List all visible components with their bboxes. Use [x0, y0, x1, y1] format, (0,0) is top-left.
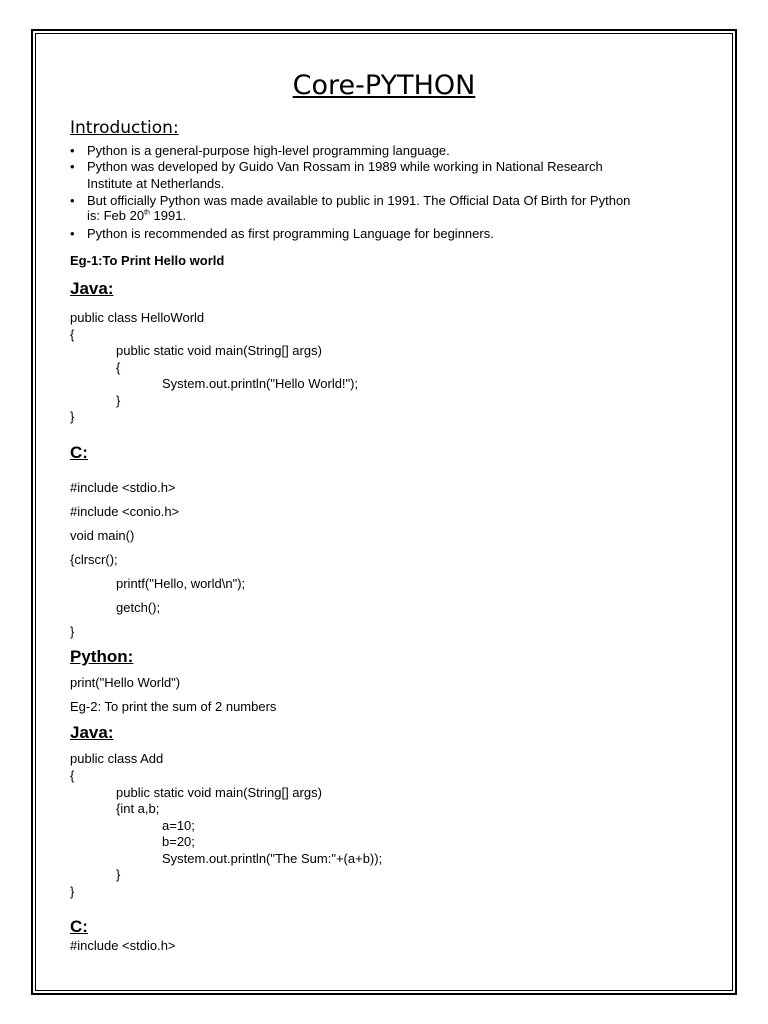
- code-line: System.out.println("The Sum:"+(a+b));: [162, 851, 383, 866]
- code-line: #include <conio.h>: [70, 504, 180, 519]
- bullet-dot-icon: •: [70, 193, 75, 208]
- code-line: {: [70, 327, 75, 342]
- introduction-heading: Introduction:: [70, 118, 179, 138]
- code-line: }: [70, 624, 75, 639]
- code-line: }: [70, 409, 75, 424]
- bullet-text: Python is recommended as first programming Language for beginners.: [87, 226, 494, 241]
- code-line: {: [70, 768, 75, 783]
- bullet-dot-icon: •: [70, 143, 75, 158]
- code-line: #include <stdio.h>: [70, 480, 176, 495]
- code-line: void main(): [70, 528, 135, 543]
- code-line: a=10;: [162, 818, 195, 833]
- code-line: getch();: [116, 600, 161, 615]
- code-line: {int a,b;: [116, 801, 160, 816]
- code-line: public static void main(String[] args): [116, 785, 322, 800]
- python-heading: Python:: [70, 647, 134, 666]
- bullet-text: Python was developed by Guido Van Rossam in 1989 while working in National Research: [87, 159, 603, 174]
- dob-year: 1991.: [149, 208, 187, 223]
- dob-text: is: Feb 20: [87, 208, 145, 223]
- bullet-dot-icon: •: [70, 226, 75, 241]
- code-line: public static void main(String[] args): [116, 343, 322, 358]
- code-line: {: [116, 360, 121, 375]
- java-heading-1: Java:: [70, 279, 114, 298]
- code-line: public class Add: [70, 751, 164, 766]
- bullet-text: Python is a general-purpose high-level programming language.: [87, 143, 450, 158]
- c-heading-2: C:: [70, 917, 88, 936]
- bullet-text-cont: [87, 208, 186, 224]
- document-title: Core-PYTHON: [292, 70, 476, 101]
- c-heading-1: C:: [70, 443, 88, 462]
- bullet-text: But officially Python was made available to public in 1991. The Official Data Of Birth for Python: [87, 193, 631, 208]
- example-1-label: Eg-1:To Print Hello world: [70, 253, 225, 268]
- code-line: {clrscr();: [70, 552, 118, 567]
- bullet-dot-icon: •: [70, 159, 75, 174]
- code-line: }: [116, 867, 121, 882]
- code-line: }: [70, 884, 75, 899]
- code-line: printf("Hello, world\n");: [116, 576, 246, 591]
- example-2-label: Eg-2: To print the sum of 2 numbers: [70, 699, 277, 714]
- code-line: b=20;: [162, 834, 195, 849]
- bullet-text-cont: Institute at Netherlands.: [87, 176, 225, 191]
- code-line: #include <stdio.h>: [70, 938, 176, 953]
- java-heading-2: Java:: [70, 723, 114, 742]
- code-line: }: [116, 393, 121, 408]
- code-line: public class HelloWorld: [70, 310, 205, 325]
- code-line: print("Hello World"): [70, 675, 181, 690]
- dob-superscript: th: [144, 209, 150, 217]
- code-line: System.out.println("Hello World!");: [162, 376, 359, 391]
